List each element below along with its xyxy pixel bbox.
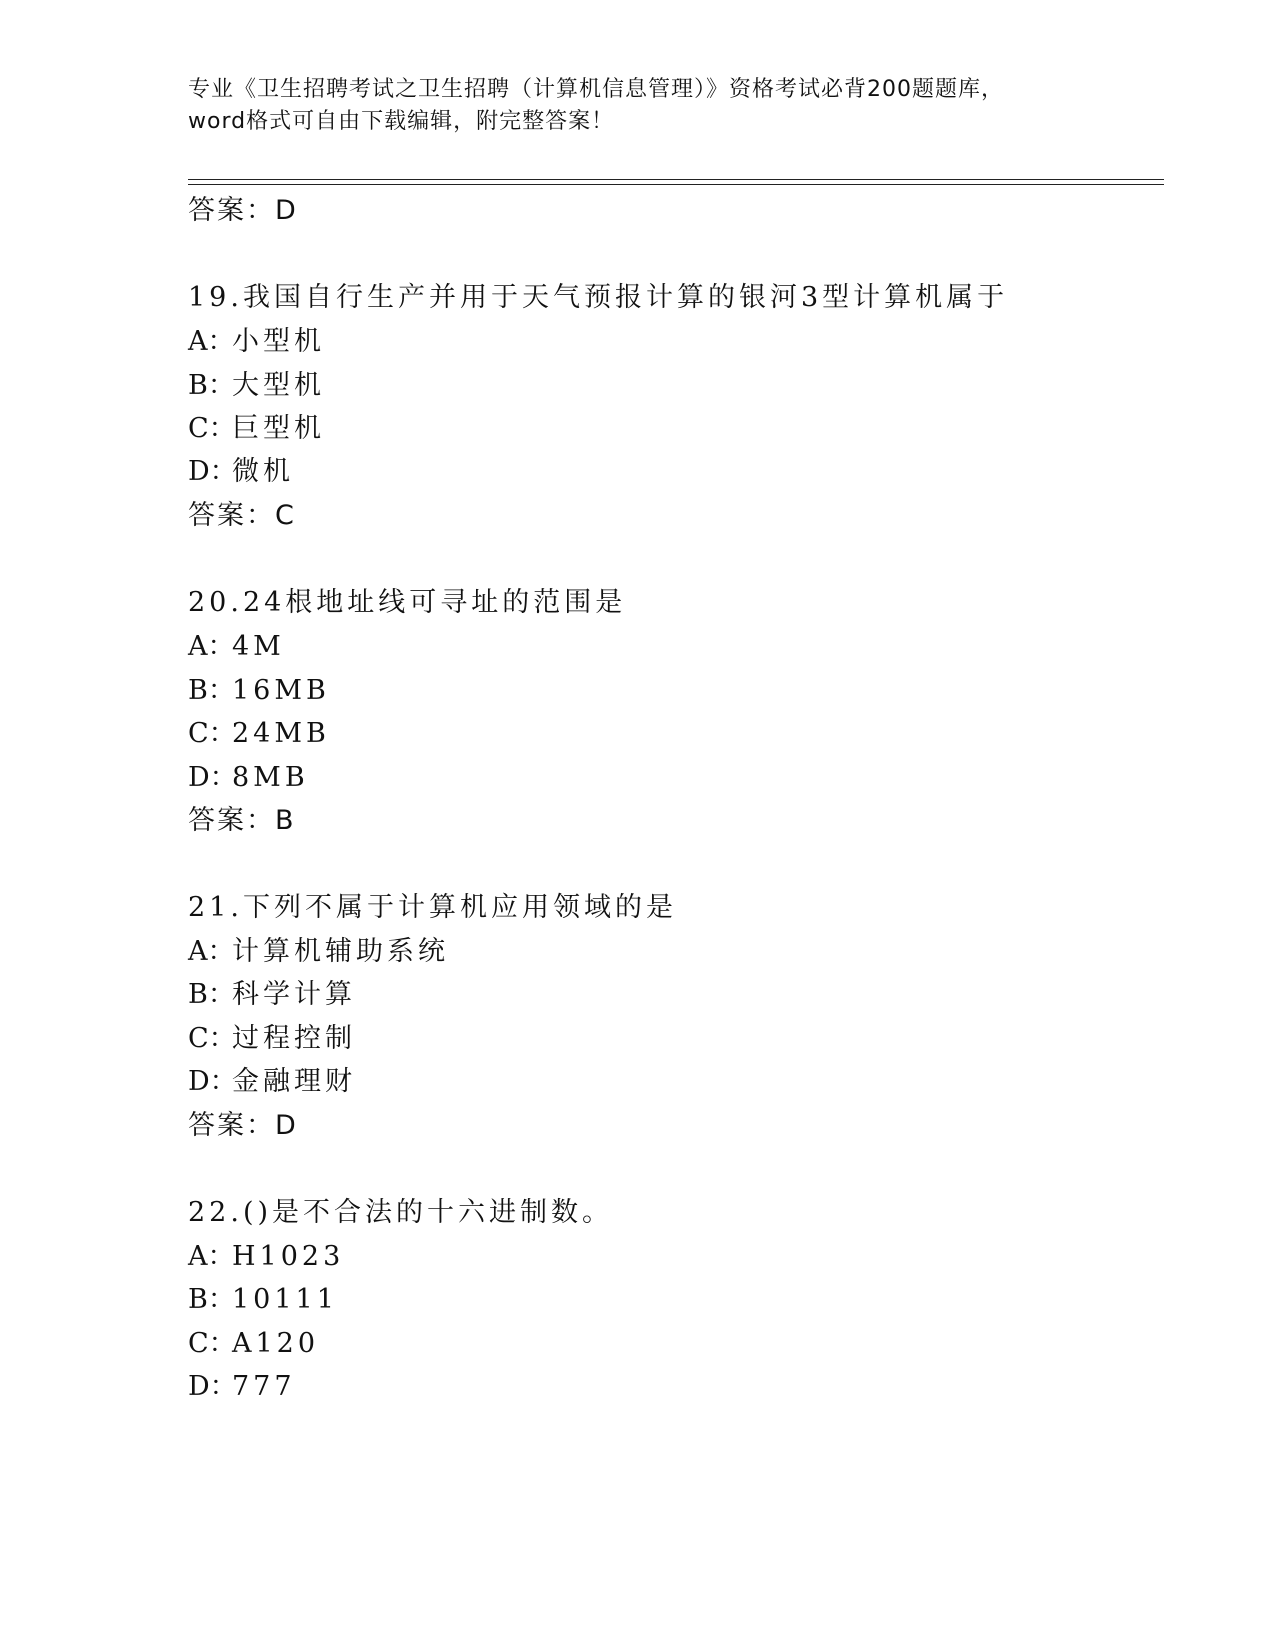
option-a: [188, 624, 285, 663]
answer-label: 答案：: [188, 805, 275, 836]
document-header: [188, 74, 1088, 138]
answer-line: [188, 188, 297, 227]
option-a: [188, 319, 325, 358]
option-text: 微机: [232, 456, 294, 487]
option-d: [188, 1059, 356, 1098]
option-key: B：: [188, 675, 235, 706]
option-key: A：: [188, 326, 235, 357]
option-text: A120: [232, 1328, 320, 1359]
answer-line: [188, 798, 295, 837]
option-key: C：: [188, 413, 236, 444]
option-text: 24MB: [232, 718, 330, 749]
option-text: 过程控制: [232, 1023, 356, 1054]
option-c: [188, 1321, 319, 1360]
option-text: 巨型机: [232, 413, 325, 444]
option-b: [188, 972, 356, 1011]
answer-label: 答案：: [188, 195, 275, 226]
option-key: A：: [188, 1241, 235, 1272]
option-c: [188, 1016, 356, 1055]
option-key: A：: [188, 631, 235, 662]
option-text: 计算机辅助系统: [232, 936, 449, 967]
option-text: 777: [232, 1371, 296, 1402]
option-d: [188, 449, 294, 488]
option-d: [188, 755, 309, 794]
option-c: [188, 711, 330, 750]
question-stem: 20.24根地址线可寻址的范围是: [188, 587, 627, 618]
option-key: A：: [188, 936, 235, 967]
option-key: D：: [188, 456, 237, 487]
option-key: C：: [188, 718, 236, 749]
option-text: 大型机: [232, 370, 325, 401]
option-c: [188, 406, 325, 445]
answer-line: [188, 1103, 297, 1142]
question-stem: 21.下列不属于计算机应用领域的是: [188, 892, 677, 923]
answer-value: C: [275, 500, 295, 531]
answer-line: [188, 493, 295, 532]
option-a: [188, 929, 449, 968]
option-text: 8MB: [232, 762, 309, 793]
option-key: D：: [188, 1371, 237, 1402]
header-line-2: word格式可自由下载编辑，附完整答案！: [188, 109, 615, 134]
option-text: H1023: [232, 1241, 345, 1272]
answer-value: B: [275, 805, 295, 836]
option-key: B：: [188, 370, 235, 401]
option-key: B：: [188, 979, 235, 1010]
option-a: [188, 1234, 344, 1273]
option-text: 4M: [232, 631, 285, 662]
answer-label: 答案：: [188, 500, 275, 531]
option-key: C：: [188, 1328, 236, 1359]
question-stem: 22.()是不合法的十六进制数。: [188, 1197, 614, 1228]
option-text: 10111: [232, 1284, 338, 1315]
answer-label: 答案：: [188, 1110, 275, 1141]
answer-value: D: [275, 1110, 297, 1141]
option-text: 金融理财: [232, 1066, 356, 1097]
option-key: C：: [188, 1023, 236, 1054]
question-stem: 19.我国自行生产并用于天气预报计算的银河3型计算机属于: [188, 282, 1009, 313]
option-text: 科学计算: [232, 979, 356, 1010]
option-d: [188, 1364, 296, 1403]
option-key: B：: [188, 1284, 235, 1315]
option-key: D：: [188, 1066, 237, 1097]
header-divider-bottom: [188, 184, 1164, 185]
header-divider-top: [188, 179, 1164, 180]
option-text: 小型机: [232, 326, 325, 357]
option-b: [188, 1277, 338, 1316]
option-b: [188, 668, 330, 707]
option-b: [188, 363, 325, 402]
option-key: D：: [188, 762, 237, 793]
option-text: 16MB: [232, 675, 330, 706]
header-line-1: 专业《卫生招聘考试之卫生招聘（计算机信息管理）》资格考试必背200题题库，: [188, 77, 1004, 102]
answer-value: D: [275, 195, 297, 226]
